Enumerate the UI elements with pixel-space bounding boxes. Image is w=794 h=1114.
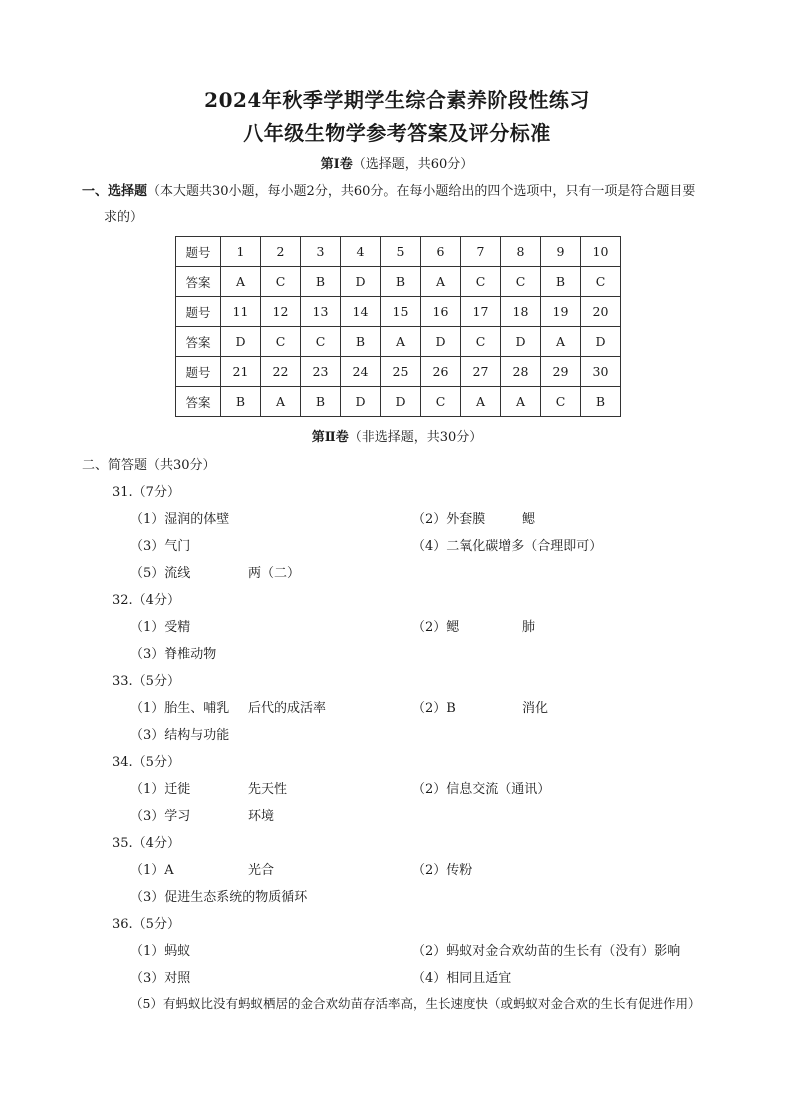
answer-letter-cell: A: [381, 327, 421, 357]
answer-letter-cell: A: [461, 387, 501, 417]
q34-answer-3: （3）学习: [130, 809, 191, 824]
question-number-cell: 7: [461, 237, 501, 267]
q36-answer-2: （2）蚂蚁对金合欢幼苗的生长有（没有）影响: [412, 944, 681, 959]
q31-answer-1: （1）湿润的体壁: [130, 512, 230, 527]
question-number-cell: 12: [261, 297, 301, 327]
answer-letter-cell: D: [501, 327, 541, 357]
q34-answer-2: （2）信息交流（通讯）: [412, 782, 551, 797]
answer-letter-cell: C: [581, 267, 621, 297]
q35-heading: 35.（4分）: [112, 836, 180, 851]
question-number-cell: 15: [381, 297, 421, 327]
section1-desc-cont: 求的）: [104, 210, 144, 225]
answer-letter-cell: C: [261, 267, 301, 297]
q33-answer-2b: 消化: [522, 701, 549, 716]
q36-answer-4: （4）相同且适宜: [412, 971, 512, 986]
table-row-answers: [176, 387, 621, 417]
question-number-cell: 27: [461, 357, 501, 387]
question-number-cell: 9: [541, 237, 581, 267]
q33-heading: 33.（5分）: [112, 674, 180, 689]
question-number-cell: 18: [501, 297, 541, 327]
answer-letter-cell: B: [221, 387, 261, 417]
question-number-cell: 17: [461, 297, 501, 327]
part1-label: 第Ⅰ卷: [320, 157, 353, 172]
q34-answer-1: （1）迁徙: [130, 782, 191, 797]
answer-letter-cell: A: [221, 267, 261, 297]
part2-header: [0, 426, 794, 445]
q34-answer-1b: 先天性: [248, 782, 288, 797]
q35-answer-3: （3）促进生态系统的物质循环: [130, 890, 308, 905]
answer-letter-cell: A: [421, 267, 461, 297]
q31-answer-4: （4）二氧化碳增多（合理即可）: [412, 539, 603, 554]
answer-letter-cell: B: [541, 267, 581, 297]
answer-letter-cell: B: [341, 327, 381, 357]
answer-letter-cell: A: [541, 327, 581, 357]
q35-answer-1b: 光合: [248, 863, 275, 878]
answer-letter-cell: C: [261, 327, 301, 357]
question-number-cell: 25: [381, 357, 421, 387]
question-number-cell: 6: [421, 237, 461, 267]
part1-header: [0, 153, 794, 172]
part2-note: （非选择题，共30分）: [348, 430, 483, 445]
answer-letter-cell: B: [301, 267, 341, 297]
answer-letter-cell: B: [301, 387, 341, 417]
q36-answer-3: （3）对照: [130, 971, 191, 986]
answer-letter-cell: D: [341, 267, 381, 297]
answer-letter-cell: C: [301, 327, 341, 357]
question-number-cell: 23: [301, 357, 341, 387]
question-number-cell: 20: [581, 297, 621, 327]
table-row-answers: [176, 267, 621, 297]
q32-answer-2b: 肺: [522, 620, 536, 635]
q34-answer-3b: 环境: [248, 809, 275, 824]
q32-answer-3: （3）脊椎动物: [130, 647, 217, 662]
q33-answer-2: （2）B: [412, 701, 456, 716]
q31-answer-3: （3）气门: [130, 539, 191, 554]
answer-letter-cell: C: [421, 387, 461, 417]
q33-answer-1: （1）胎生、哺乳: [130, 701, 230, 716]
answer-letter-cell: C: [541, 387, 581, 417]
question-number-cell: 4: [341, 237, 381, 267]
question-number-cell: 11: [221, 297, 261, 327]
answer-letter-cell: D: [381, 387, 421, 417]
answer-letter-cell: C: [501, 267, 541, 297]
question-number-cell: 10: [581, 237, 621, 267]
q32-heading: 32.（4分）: [112, 593, 180, 608]
page-subtitle: 八年级生物学参考答案及评分标准: [243, 121, 551, 145]
question-number-cell: 19: [541, 297, 581, 327]
question-number-cell: 1: [221, 237, 261, 267]
answer-table: [175, 236, 621, 417]
question-number-cell: 30: [581, 357, 621, 387]
q31-heading: 31.（7分）: [112, 485, 180, 500]
answer-letter-cell: B: [381, 267, 421, 297]
question-number-cell: 8: [501, 237, 541, 267]
q34-heading: 34.（5分）: [112, 755, 180, 770]
answer-letter-cell: A: [261, 387, 301, 417]
q32-answer-1: （1）受精: [130, 620, 191, 635]
q36-answer-1: （1）蚂蚁: [130, 944, 191, 959]
q31-answer-2: （2）外套膜: [412, 512, 486, 527]
question-number-cell: 5: [381, 237, 421, 267]
question-number-cell: 16: [421, 297, 461, 327]
q35-answer-1: （1）A: [130, 863, 174, 878]
section1-heading: 一、选择题: [82, 184, 148, 199]
page-title: 2024年秋季学期学生综合素养阶段性练习: [204, 88, 590, 112]
part1-note: （选择题，共60分）: [352, 157, 474, 172]
section1-intro: [82, 180, 695, 199]
q32-answer-2: （2）鳃: [412, 620, 460, 635]
answer-letter-cell: D: [421, 327, 461, 357]
question-number-cell: 24: [341, 357, 381, 387]
question-number-cell: 26: [421, 357, 461, 387]
question-number-cell: 3: [301, 237, 341, 267]
q33-answer-1b: 后代的成活率: [248, 701, 327, 716]
answer-letter-cell: B: [581, 387, 621, 417]
q33-answer-3: （3）结构与功能: [130, 728, 230, 743]
row-label-answer: 答案: [176, 327, 221, 357]
section2-heading: 二、简答题（共30分）: [82, 458, 216, 473]
row-label-answer: 答案: [176, 267, 221, 297]
section1-desc: （本大题共30小题，每小题2分，共60分。在每小题给出的四个选项中，只有一项是符合题目要: [147, 184, 696, 199]
question-number-cell: 2: [261, 237, 301, 267]
answer-letter-cell: A: [501, 387, 541, 417]
answer-letter-cell: D: [221, 327, 261, 357]
q31-answer-2b: 鳃: [522, 512, 536, 527]
q35-answer-2: （2）传粉: [412, 863, 473, 878]
table-row-answers: [176, 327, 621, 357]
question-number-cell: 21: [221, 357, 261, 387]
q36-heading: 36.（5分）: [112, 917, 180, 932]
table-row-question-numbers: [176, 297, 621, 327]
question-number-cell: 28: [501, 357, 541, 387]
answer-letter-cell: C: [461, 327, 501, 357]
question-number-cell: 14: [341, 297, 381, 327]
question-number-cell: 22: [261, 357, 301, 387]
question-number-cell: 13: [301, 297, 341, 327]
answer-letter-cell: C: [461, 267, 501, 297]
q31-answer-5b: 两（二）: [248, 566, 301, 581]
row-label-question: 题号: [176, 297, 221, 327]
part2-label: 第Ⅱ卷: [311, 430, 349, 445]
table-row-question-numbers: [176, 357, 621, 387]
q31-answer-5: （5）流线: [130, 566, 191, 581]
table-row-question-numbers: [176, 237, 621, 267]
row-label-question: 题号: [176, 237, 221, 267]
row-label-answer: 答案: [176, 387, 221, 417]
answer-letter-cell: D: [341, 387, 381, 417]
q36-answer-5: （5）有蚂蚁比没有蚂蚁栖居的金合欢幼苗存活率高，生长速度快（或蚂蚁对金合欢的生长有促进作用）: [130, 996, 701, 1011]
question-number-cell: 29: [541, 357, 581, 387]
row-label-question: 题号: [176, 357, 221, 387]
answer-letter-cell: D: [581, 327, 621, 357]
